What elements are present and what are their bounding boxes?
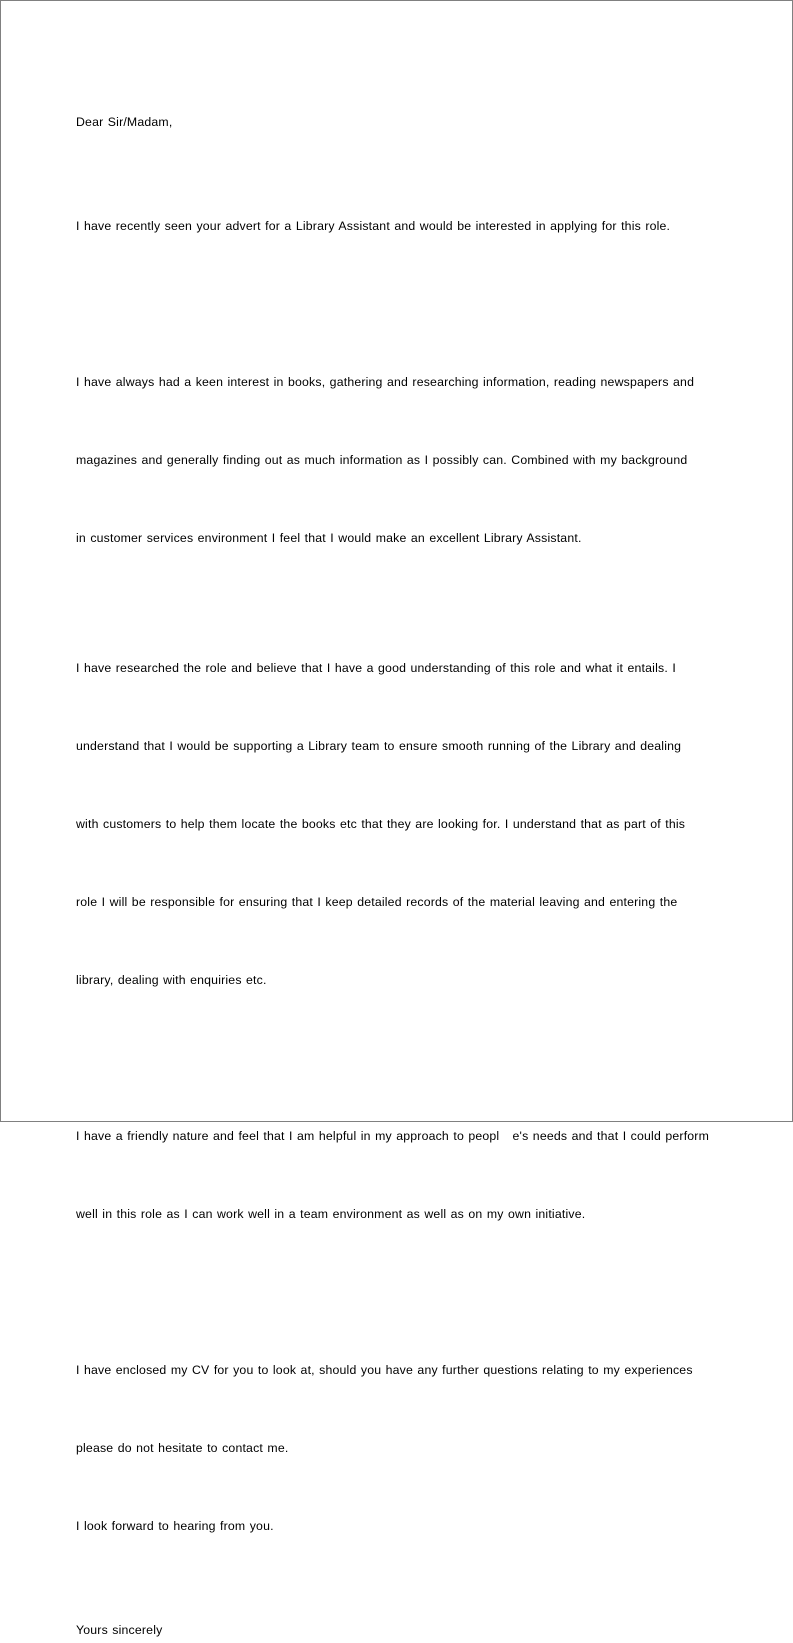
paragraph-personal-qualities-line-2: well in this role as I can work well in a team environment as well as on my own initiative. (76, 1207, 586, 1221)
salutation: Dear Sir/Madam, (76, 115, 173, 129)
paragraph-research-line-5: library, dealing with enquiries etc. (76, 973, 267, 987)
spacer (76, 291, 716, 317)
paragraph-interests (76, 317, 716, 603)
spacer (76, 1591, 716, 1617)
paragraph-personal-qualities (76, 1071, 716, 1279)
signoff: Yours sincerely (76, 1623, 163, 1637)
paragraph-research (76, 603, 716, 1045)
paragraph-intro (76, 161, 716, 291)
paragraph-personal-qualities-line-1: I have a friendly nature and feel that I am helpful in my approach to peopl e's needs and that I could perform (76, 1129, 710, 1143)
paragraph-interests-line-2: magazines and generally finding out as much information as I possibly can. Combined with my background (76, 453, 688, 467)
paragraph-closing-line-1: I have enclosed my CV for you to look at, should you have any further questions relating to my experiences (76, 1363, 693, 1377)
paragraph-research-line-1: I have researched the role and believe that I have a good understanding of this role and what it entails. I (76, 661, 676, 675)
paragraph-research-line-3: with customers to help them locate the books etc that they are looking for. I understand that as part of this (76, 817, 686, 831)
paragraph-intro-line-1: I have recently seen your advert for a Library Assistant and would be interested in applying for this role. (76, 219, 671, 233)
paragraph-closing-line-3: I look forward to hearing from you. (76, 1519, 274, 1533)
paragraph-research-line-4: role I will be responsible for ensuring that I keep detailed records of the material leaving and entering the (76, 895, 678, 909)
spacer (76, 1279, 716, 1305)
paragraph-closing-line-2: please do not hesitate to contact me. (76, 1441, 289, 1455)
paragraph-interests-line-1: I have always had a keen interest in books, gathering and researching information, reading newspapers and (76, 375, 695, 389)
paragraph-research-line-2: understand that I would be supporting a Library team to ensure smooth running of the Library and dealing (76, 739, 682, 753)
spacer (76, 135, 716, 161)
paragraph-closing (76, 1305, 716, 1591)
letter-body (76, 109, 716, 1643)
paragraph-interests-line-3: in customer services environment I feel that I would make an excellent Library Assistant. (76, 531, 582, 545)
spacer (76, 1045, 716, 1071)
